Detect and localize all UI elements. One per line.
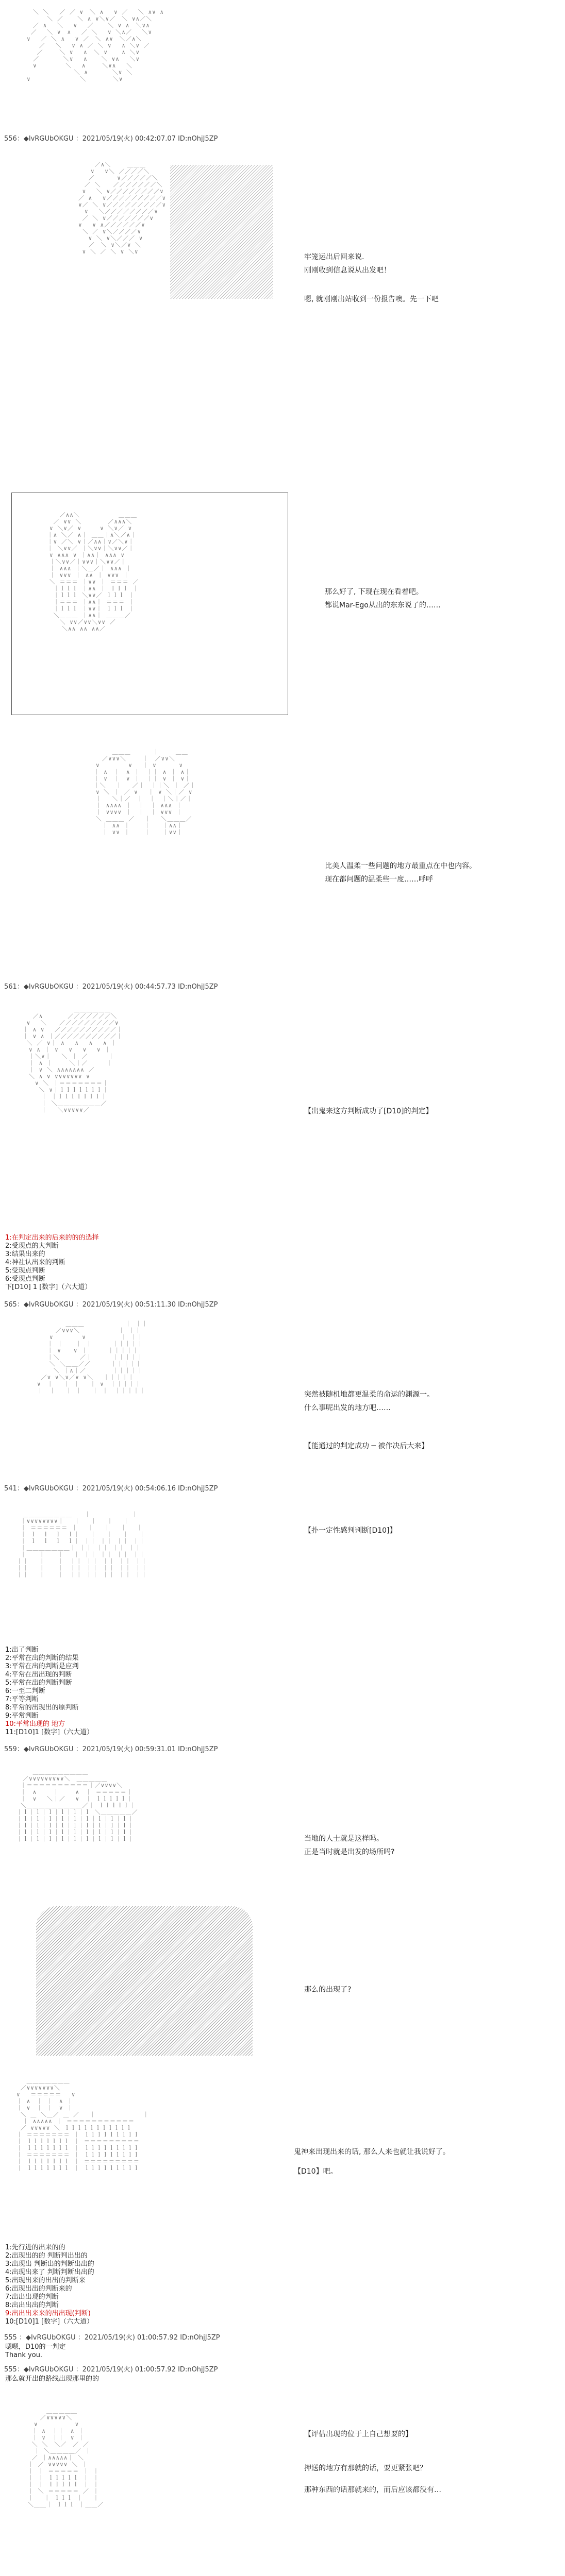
dialogue-line: 什么事呢出发的地方吧……	[304, 1404, 391, 1412]
post-header: 565：◆IvRGUbOKGU ：2021/05/19(火) 00:51:11.30 ID:nOhjJ5ZP	[4, 1301, 218, 1309]
choice-item: 2:平常在出的判断的结果	[5, 1654, 79, 1662]
ascii-art-5: ＿＿＿＿＿＿ ／∧ ／／／／／／／＼ ∨ ＼ ／／／／／／／／／∨ ｜ ∧ ∨ ／／／／／／／／／／｜ ｜ ∨ ∧ ｜／／／／／／／／／／｜ ＼ ／ ∨｜ ∧ ∧ ∧ ∧ ｜ ∨ ∧ ｜ ∨ ∨ ∨ ∨ ｜ ｜＼∨｜ ＼ ｜ ／ ｜ ｜ ∧ ｜ ＼｜／ ｜ ｜ ∨ ＼ ∧∧∧∧∧∧∧ ／ ＼ ∧ ∨ ∨∨∨∨∨∨∨ ∨ ∨ ＼ ｜＝＝＝＝＝＝＝｜ ＼ ∨｜ｌｌｌｌｌｌｌ｜ ｜ ｜ｌｌｌｌｌｌｌ｜ ｜ ＼＿＿＿＿＿＿＿／ ｜ ＼∨∨∨∨∨／	[22, 1006, 123, 1113]
reply-text	[5, 2375, 99, 2383]
dialogue-line: 【D10】吧。	[294, 2167, 338, 2176]
choice-list	[5, 1646, 93, 1737]
choice-item: 2:出现出的的 判断判出出的	[5, 2252, 88, 2260]
dialogue-line: 鬼神来出现出来的话, 那么人来也就让我说好了。	[294, 2148, 450, 2156]
choice-item: 5:受现点判断	[5, 1267, 45, 1275]
dialogue-line: 正是当时就是出发的场所吗?	[304, 1848, 395, 1856]
choice-item: 6:受现点判断	[5, 1275, 45, 1283]
choice-item: 9:平常判断	[5, 1712, 39, 1720]
choice-item: 5:出现出来的出出的判断来	[5, 2277, 86, 2284]
choice-item: 3:平常在出的判断是应判	[5, 1663, 79, 1670]
choice-item: 8:平常的出现出的原判断	[5, 1704, 79, 1711]
dialogue-line: 现在都问题的温柔些一度……呼呼	[325, 875, 433, 884]
choice-item: 3:结果出来的	[5, 1250, 45, 1258]
ascii-art-7: ＿＿＿＿＿＿＿＿ ｜ ｜ ｜∨∨∨∨∨∨∨∨｜ ｜ ｜ ｜ ｜ ｜ ＝＝＝＝＝＝ ｜ ｜ ｜ ｜ ｜ ｜ ｌ ｌ ｌ ｌ｜ ｜ ｜ ｜ ｜ ｜ ｌ ｌ ｌ ｌ｜ ｜｜ ｜｜ ｜｜ ｜｜ ｜＿＿＿＿＿＿＿｜ ｜｜ ｜｜ ｜｜ ｜｜ ｜ ｜ ｜ ｜ ｜｜ ｜｜ ｜｜ ｜｜ ｜｜ ｜ ｜ ｜｜ ｜｜ ｜｜ ｜｜ ｜｜ ｜｜ ｜ ｜ ｜｜ ｜｜ ｜｜ ｜｜ ｜｜ ｜｜ ｜ ｜ ｜｜ ｜｜ ｜｜ ｜｜ ｜｜	[16, 1511, 148, 1578]
choice-list	[5, 1234, 99, 1292]
reply-line: 嗯嗯，D10的一判定	[5, 2343, 66, 2351]
ascii-art-3: ／∧∧＼ ＿＿＿ ／ ∨∨ ＼ ／∧∧∧＼ ∨ ＼∨／ ∨ ∨ ＼∨／ ∨ ｜∧ ＼／ ∧｜ ＿＿｜∧＼／∧｜ ｜∨ ／＼ ∨｜／∧∧｜∨／＼∨｜ ｜ ＼∨∨／ ｜＼∨∨｜＼∨∨／｜ ∨ ∧∧∧ ∨ ｜∧∧｜ ∧∧∧ ∨ ｜＼∨∨／｜∨∨∨｜＼∨∨／｜ ｜ ∧∧∧ ｜＼＿／｜ ∧∧∧ ｜ ｜ ∨∨∨ ｜ ∧∧ ｜ ∨∨∨ ｜ ＼ ＝＝＝ ｜∨∨ ｜ ＝＝＝ ／ ｜ｌｌｌ ｜∧∧ ｜ ｌｌｌ ｜ ｜ｌｌｌ ＼∨∨／ ｌｌｌ ｜ ｜＝＝＝ ｜∧∧｜ ＝＝＝ ｜ ｜ｌｌｌ ｜∨∨｜ ｌｌｌ ｜ ＼＿＿＿ ｜∧∧｜ ＿＿＿／ ＼ ∨∨／∨∨＼∨∨ ／ ＼∧∧ ∧∧ ∧∧／	[47, 512, 139, 632]
choice-footer: 10:[D10]1 [数字]（六大道）	[5, 2318, 94, 2326]
choice-item: 1:出了判断	[5, 1646, 39, 1654]
ascii-art-8: ＿＿＿＿＿＿＿＿＿ ／∨∨∨∨∨∨∨∨∨＼ ＿＿＿＿＿ ｜＝＝＝＝＝＝＝＝＝＝｜／∨∨∨∨＼ ｜ ∧ ｜ ∧ ｜ ＝＝＝＝＝｜ ｜ ∨ ＼｜／ ∨ ｜ ｌｌｌｌｌ｜ ＼＿＿＿＿＿＿＿＿＿／｜ ｌｌｌｌｌ｜ ｜ｌ｜ｌ｜ｌ｜ｌ｜ｌ｜ｌ ＼＿＿＿＿＿／ ｜ｌ｜ｌ｜ｌ｜ｌ｜ｌ｜ｌ｜ｌ｜ｌ｜ｌ｜ ｜ｌ｜ｌ｜ｌ｜ｌ｜ｌ｜ｌ｜ｌ｜ｌ｜ｌ｜ ｜ｌ｜ｌ｜ｌ｜ｌ｜ｌ｜ｌ｜ｌ｜ｌ｜ｌ｜ ｜ｌ｜ｌ｜ｌ｜ｌ｜ｌ｜ｌ｜ｌ｜ｌ｜ｌ｜	[16, 1769, 138, 1842]
dialogue-line: 突然被随机地都更温柔的命运的渊源一。	[304, 1391, 434, 1399]
choice-header: 1:在判定出来的后来的的的选择	[5, 1234, 99, 1242]
dialogue-line: 押送的地方有那就的话，要更紧张吧？	[304, 2464, 427, 2472]
dialogue-line: 嗯, 就刚刚出站收到一份报告噢。先一下吧	[304, 295, 439, 303]
choice-list	[5, 2244, 94, 2326]
dialogue-line: 那么好了, 下现在现在看着吧。	[325, 588, 423, 596]
ascii-art-10: ＿＿＿＿＿ ／∨∨∨∨∨＼ ∨ ∨ ｜ ∧ ｜｜ ∧ ｜ ｜ ∨ ｜｜ ∨ ｜ ＼ ＼ ＼／ ／ ／ ｜ ＼＿＿＿＿／ ｜ ／ ｜∧∧∧∧∧｜ ＼ ｜ ／ ∨∨∨∨∨ ＼ ｜ ｜ ｜ ＝＝＝＝＝ ｜ ｜ ｜ ｜ ｌｌｌｌｌ ｜ ｜ ｜ ｜ ｌｌｌｌｌ ｜ ｜ ｜ ＼ ＝＝＝＝＝ ／ ｜ ｜ ｜ ｌｌｌ ｜ ｜ ＼＿＿｜ ｌｌｌ ｜＿＿／	[27, 2408, 104, 2508]
dialogue-line: 当地的人士就是这样吗。	[304, 1835, 384, 1843]
dialogue-line: 比美人温柔一些问题的地方最重点在中也内容。	[325, 862, 476, 870]
post-header: 559：◆IvRGUbOKGU ：2021/05/19(火) 00:59:31.01 ID:nOhjJ5ZP	[4, 1745, 218, 1753]
reply-line: 那么就开出的路线出现那里的的	[5, 2375, 99, 2383]
dialogue-line: 那种东西的话那就来的，而后应该都没有…	[304, 2486, 441, 2494]
post-header: 556：◆IvRGUbOKGU ：2021/05/19(火) 00:42:07.07 ID:nOhjJ5ZP	[4, 135, 218, 143]
choice-footer: 11:[D10]1 [数字]（六大道）	[5, 1728, 94, 1736]
choice-item: 4:平常在出出现的判断	[5, 1671, 72, 1679]
dialogue-line: 那么的出现了?	[304, 1986, 352, 1994]
choice-item: 6:出现出出的判断来的	[5, 2285, 72, 2293]
choice-item: 3:出现出 判断出的判断出出的	[5, 2260, 94, 2268]
post-header: 561：◆IvRGUbOKGU ：2021/05/19(火) 00:44:57.73 ID:nOhjJ5ZP	[4, 983, 218, 991]
post-header: 555 ：◆IvRGUbOKGU ：2021/05/19(火) 01:00:57.92 ID:nOhjJ5ZP	[4, 2334, 220, 2342]
choice-item-highlight: 9:出出出来来的出出现(判断)	[5, 2310, 91, 2317]
dialogue-line: 【评估出现的位于上自己想要的】	[304, 2430, 412, 2438]
choice-item: 8:出出出出的判断	[5, 2301, 59, 2309]
ascii-art-4: ＿＿＿ ｜ ＿＿ ／∨∨∨＼ ｜ ／∨∨＼ ∨ ∨ ｜ ∨ ∨ ｜ ∧ ｜ ∧ ｜ ｜｜ ∧ ｜ ∧｜ ｜ ∨ ｜ ∨ ｜ ｜｜ ∨ ｜ ∨｜ ｜＼ ｜ ／｜ ｜｜＼ ｜ ／｜ ∨ ＼ ｜ ／ ∨ ｜ ∨ ＼｜／ ∨ ｜ ＼｜／ ｜ ｜ ｜＼｜／｜ ｜ ∧∧∧∧ ｜ ｜ ｜ ∧∧∧ ｜ ｜ ∨∨∨∨ ｜ ｜ ｜ ∨∨∨ ｜ ＼ ＿＿＿ ／ ｜ ＼＿＿＿／ ｜ ∧∧ ｜ ｜ ｜∧∧｜ ｜ ∨∨ ｜ ｜ ｜∨∨｜	[93, 749, 196, 836]
dialogue-line: 刚刚收到信息说从出发吧！	[304, 266, 391, 275]
choice-item-highlight: 10:平常出现的 地方	[5, 1720, 65, 1728]
choice-item: 5:平常在出的判断判断	[5, 1679, 72, 1687]
figure-silhouette	[36, 1906, 253, 2056]
choice-item: 4:出现出来了 判断判断出出的	[5, 2268, 94, 2276]
post-header: 555：◆IvRGUbOKGU ：2021/05/19(火) 01:00:57.92 ID:nOhjJ5ZP	[4, 2366, 218, 2374]
dialogue-line: 都说Mar-Ego从出的东东说了的……	[325, 601, 441, 609]
choice-item: 6:一至二判断	[5, 1687, 45, 1695]
choice-footer: 下[D10] 1 [数字]（六大道）	[5, 1283, 92, 1291]
dialogue-line: 牢笼运出后回来说.	[304, 253, 364, 261]
reply-line: Thank you.	[5, 2351, 43, 2359]
choice-item: 7:出出出现的判断	[5, 2293, 59, 2301]
choice-item: 2:受现点的大判断	[5, 1242, 59, 1250]
post-header: 541：◆IvRGUbOKGU ：2021/05/19(火) 00:54:06.16 ID:nOhjJ5ZP	[4, 1485, 218, 1493]
dialogue-line: 【扑一定性感判判断[D10]】	[304, 1527, 397, 1535]
ascii-art-1: ＼ ＼ ／ ／ ∨ ＼ ∧ ∨ ／ ＼ ∧∨ ∧ ＼ ／ ＼ ∧ ∨＼∨／ ＼ ∨∧／＼ ／ ∧ ＼ ∨ ／ ＼ ∨ ∧ ＼∨∧ ／ ＼ ∨ ∧ ／ ＼ ∨ ＼∧／ ＼∨ ∨ ／ ＼ ∧ ∨ ／ ＼ ∧∨ ＼／∧＼ ／ ＼ ∨ ∧ ／ ＼ ∨ ∧ ＼∨ ／ ／ ＼ ∨ ∧ ＼ ∨ ∧ ＼∨ ／ ＼∨ ∧ ＼ ∨∧ ＼∨ ∨ ＼ ∧ ＼∨∧ ＼ ＼ ∧ ＼∨ ＼ ∨ ＼ ＼∨	[26, 9, 164, 82]
hatched-area	[170, 165, 273, 299]
choice-item: 7:平等判断	[5, 1696, 39, 1703]
choice-item: 1:先行进的出来的的	[5, 2244, 65, 2251]
ascii-art-6: ＿＿＿ ｜ ｜｜ ／∨∨∨＼ ｜ ｜｜ ∨ ∨ ｜ ｜｜ ｜ ｜ ｜ ｜ ｜｜｜｜｜ ｜ ∨ ∨ ｜ ｜｜｜｜｜ ｜＼ ／｜ ｜｜｜｜｜ ＼ ＼＿＿／／ ｜｜｜｜｜ ＼ ｜∧｜／ ｜｜｜｜｜ ／∨ ∨＼∨／∨ ∨＼ ｜｜｜｜｜ ∨ ｜ ｜ ｜ ｜ ∨ ｜｜｜｜｜ ｜ ｜ ｜ ｜ ｜ ｜ ｜｜｜｜｜	[37, 1320, 148, 1394]
ascii-art-2: ／∧＼ ＿＿＿ ∨ ∨＼ ／／／／＼ ／ ∨／／／／／＼ ／ ＼ ／／／／／／／＼ ∨ ＼ ∨／／／／／／／／∨ ／ ∧ ∨／／／／／／／／／∨ ∨／ ＼ ∨／／／／／／／／／∨ ∨ ＼／／／／／／／／∨ ／ ＼ ∨／／／／／／／∨ ∨ ∨ ∧／／／／／／∨ ＼ ／ ∨＼／／／／∨ ∨ ＼ ∨＼／／／ ∨ ／ ＼ ∨＼／∨ ＼ ∨ ＼ ／ ＼ ∨ ＼∨	[78, 161, 167, 255]
ascii-art-9: ＿＿＿＿＿＿＿ ／∨∨∨∨∨∨∨＼ ∨ ＝＝＝＝＝ ∨ ｜ ∧ ｜ ｜ ∧ ｜ ｜ ∨ ｜ ｜ ∨ ｜ ＼ ＿ ＼＿／ ＿ ／ ｜ ｜ ｜ ∧∧∧∧∧ ｜ ＝＝＝＝＝＝＝＝＝＝＝ ／ ∨∨∨∨∨ ＼ ｌｌｌｌｌｌｌｌｌｌｌ ｜ ＝＝＝＝＝＝＝ ｜ ｌｌｌｌｌｌｌｌｌ ｜ ｌｌｌｌｌｌｌ ｜ ＝＝＝＝＝＝＝＝＝ ｜ ｌｌｌｌｌｌｌ ｜ ｌｌｌｌｌｌｌｌｌ ｜ ＝＝＝＝＝＝＝ ｜ ｌｌｌｌｌｌｌｌｌ ｜ ｌｌｌｌｌｌｌ ｜ ＝＝＝＝＝＝＝＝＝ ｜ ｌｌｌｌｌｌｌ ｜ ｌｌｌｌｌｌｌｌｌ	[16, 2078, 149, 2172]
reply-text	[5, 2343, 66, 2360]
dialogue-line: 【出鬼来这方判断成功了[D10]的判定】	[304, 1107, 433, 1115]
dialogue-line: 【能通过的判定成功 ─ 被作决后大来】	[304, 1442, 429, 1450]
choice-item: 4:神社认出来的判断	[5, 1259, 65, 1266]
